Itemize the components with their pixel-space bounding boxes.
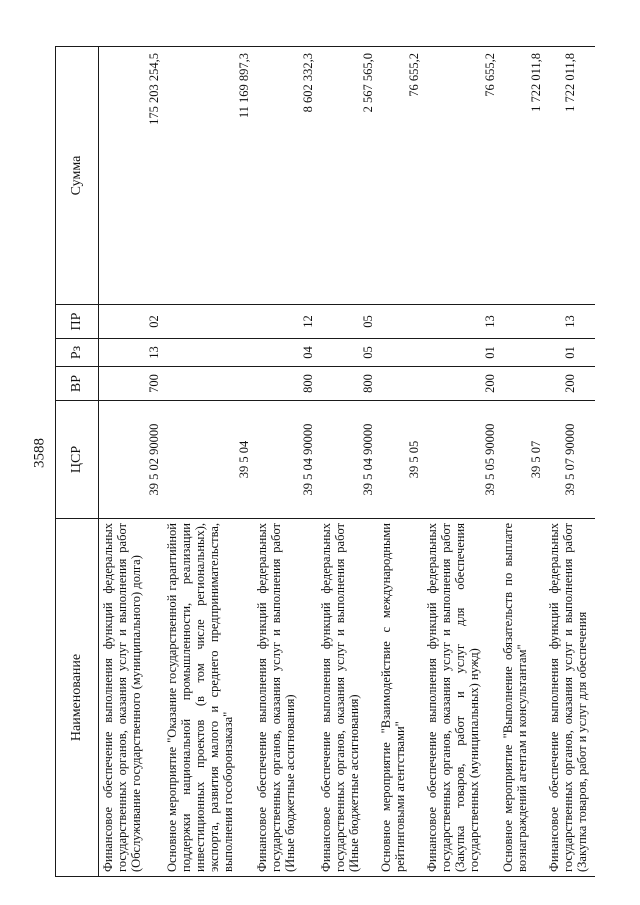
table-row [163,47,253,877]
row-name: Основное мероприятие "Выполнение обязательств по выплате вознаграждений агентам и консультантам" [499,519,545,877]
budget-table [55,46,595,877]
row-name: Финансовое обеспечение выполнения функций федеральных государственных органов, оказания услуг и выполнения работ (Иные бюджетные ассигнования) [253,519,317,877]
row-vr: 800 [317,367,377,401]
row-vr: 800 [253,367,317,401]
row-sum: 76 655,2 [423,47,499,305]
header-csr: ЦСР [56,401,99,519]
row-vr: 700 [99,367,163,401]
row-pr: 13 [545,305,595,339]
row-csr: 39 5 07 90000 [545,401,595,519]
header-sum: Сумма [56,47,99,305]
row-csr: 39 5 02 90000 [99,401,163,519]
row-vr [377,367,423,401]
row-csr: 39 5 04 90000 [253,401,317,519]
row-rz: 05 [317,339,377,367]
table-row [423,47,499,877]
table-row [545,47,595,877]
row-pr [163,305,253,339]
row-sum: 1 722 011,8 [545,47,595,305]
row-vr [163,367,253,401]
row-sum: 1 722 011,8 [499,47,545,305]
row-vr: 200 [423,367,499,401]
row-sum: 2 567 565,0 [317,47,377,305]
row-pr: 02 [99,305,163,339]
row-csr: 39 5 04 [163,401,253,519]
row-name: Финансовое обеспечение выполнения функций федеральных государственных органов, оказания услуг и выполнения работ (Закупка товаров, работ и услуг для обеспечения государственных (муниципальных) нужд) [423,519,499,877]
row-sum: 76 655,2 [377,47,423,305]
header-rz: Рз [56,339,99,367]
rotated-page-content [55,47,595,877]
row-rz: 01 [423,339,499,367]
row-pr [377,305,423,339]
row-name: Финансовое обеспечение выполнения функций федеральных государственных органов, оказания услуг и выполнения работ (Обслуживание государственного (муниципального) долга) [99,519,163,877]
row-rz: 01 [545,339,595,367]
row-pr: 05 [317,305,377,339]
header-pr: ПР [56,305,99,339]
row-pr: 12 [253,305,317,339]
row-vr: 200 [545,367,595,401]
row-rz: 04 [253,339,317,367]
row-name: Основное мероприятие "Оказание государственной гарантийной поддержки национальной промышленности, реализации инвестиционных проектов (в том числе региональных), экспорта, развития малого и среднего предпринимательства, выполнения гособоронзаказа" [163,519,253,877]
row-rz [377,339,423,367]
row-pr [499,305,545,339]
row-name: Финансовое обеспечение выполнения функций федеральных государственных органов, оказания услуг и выполнения работ (Закупка товаров, работ и услуг для обеспечения [545,519,595,877]
header-name: Наименование [56,519,99,877]
row-csr: 39 5 04 90000 [317,401,377,519]
row-csr: 39 5 05 [377,401,423,519]
table-row [317,47,377,877]
row-csr: 39 5 07 [499,401,545,519]
row-sum: 175 203 254,5 [99,47,163,305]
row-csr: 39 5 05 90000 [423,401,499,519]
row-sum: 8 602 332,3 [253,47,317,305]
table-row [499,47,545,877]
row-rz: 13 [99,339,163,367]
row-sum: 11 169 897,3 [163,47,253,305]
page-number: 3588 [31,438,48,468]
row-vr [499,367,545,401]
table-row [253,47,317,877]
row-name: Финансовое обеспечение выполнения функций федеральных государственных органов, оказания услуг и выполнения работ (Иные бюджетные ассигнования) [317,519,377,877]
table-header-row [56,47,99,877]
table-row [377,47,423,877]
row-rz [499,339,545,367]
table-row [99,47,163,877]
row-rz [163,339,253,367]
row-name: Основное мероприятие "Взаимодействие с международными рейтинговыми агентствами" [377,519,423,877]
header-vr: ВР [56,367,99,401]
row-pr: 13 [423,305,499,339]
